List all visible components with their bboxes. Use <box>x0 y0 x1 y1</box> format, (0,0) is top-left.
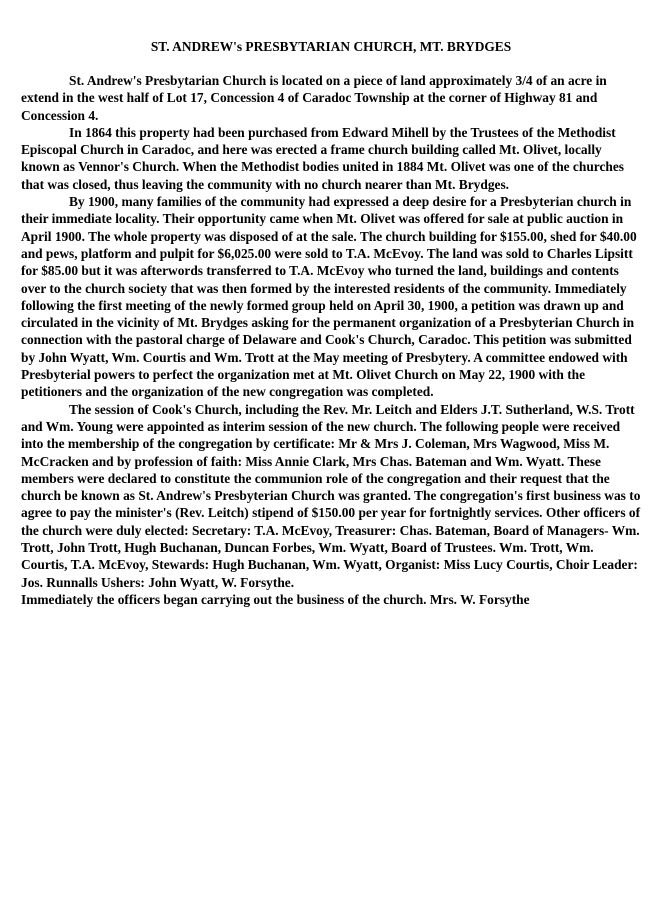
paragraph-1900-founding: By 1900, many families of the community had expressed a deep desire for a Presbyterian church in their immediate locality. Their opportunity came when Mt. Olivet was offered for sale at public auction in April 1900. The whole property was disposed of at the sale. The church building for $155.00, shed for $40.00 and pews, platform and pulpit for $6,025.00 were sold to T.A. McEvoy. The land was sold to Charles Lipsitt for $85.00 but it was afterwords transferred to T.A. McEvoy who turned the land, buildings and contents over to the church society that was then formed by the interested residents of the community. Immediately following the first meeting of the newly formed group held on April 30, 1900, a petition was drawn up and circulated in the vicinity of Mt. Brydges asking for the permanent organization of a Presbyterian Church in connection with the pastoral charge of Delaware and Cook's Church, Caradoc. This petition was submitted by John Wyatt, Wm. Courtis and Wm. Trott at the May meeting of Presbytery. A committee endowed with Presbyterial powers to perfect the organization met at Mt. Olivet Church on May 22, 1900 with the petitioners and the organization of the new congregation was completed. <box>21 194 637 400</box>
paragraph-location: St. Andrew's Presbytarian Church is located on a piece of land approximately 3/4 of an acre in extend in the west half of Lot 17, Concession 4 of Caradoc Township at the corner of Highway 81 and Concession 4. <box>21 73 607 123</box>
paragraph-business: Immediately the officers began carrying out the business of the church. Mrs. W. Forsythe <box>21 591 530 607</box>
document-title: ST. ANDREW's PRESBYTARIAN CHURCH, MT. BRYDGES <box>150 39 512 54</box>
paragraph-1864-history: In 1864 this property had been purchased from Edward Mihell by the Trustees of the Methodist Episcopal Church in Caradoc, and here was erected a frame church building called Mt. Olivet, locally known as Vennor's Church. When the Methodist bodies united in 1884 Mt. Olivet was one of the churches that was closed, thus leaving the community with no church nearer than Mt. Brydges. <box>21 124 625 192</box>
document-page <box>21 38 641 608</box>
paragraph-session-officers: The session of Cook's Church, including the Rev. Mr. Leitch and Elders J.T. Sutherland, W.S. Trott and Wm. Young were appointed as interim session of the new church. The following people were received into the membership of the congregation by certificate: Mr & Mrs J. Coleman, Mrs Wagwood, Miss M. McCracken and by profession of faith: Miss Annie Clark, Mrs Chas. Bateman and Wm. Wyatt. These members were declared to constitute the communion role of the congregation and their request that the church be known as St. Andrew's Presbyterian Church was granted. The congregation's first business was to agree to pay the minister's (Rev. Leitch) stipend of $150.00 per year for fortnightly services. Other officers of the church were duly elected: Secretary: T.A. McEvoy, Treasurer: Chas. Bateman, Board of Managers- Wm. Trott, John Trott, Hugh Buchanan, Duncan Forbes, Wm. Wyatt, Board of Trustees. Wm. Trott, Wm. Courtis, T.A. McEvoy, Stewards: Hugh Buchanan, Wm. Wyatt, Organist: Miss Lucy Courtis, Choir Leader: Jos. Runnalls Ushers: John Wyatt, W. Forsythe. <box>21 401 641 590</box>
